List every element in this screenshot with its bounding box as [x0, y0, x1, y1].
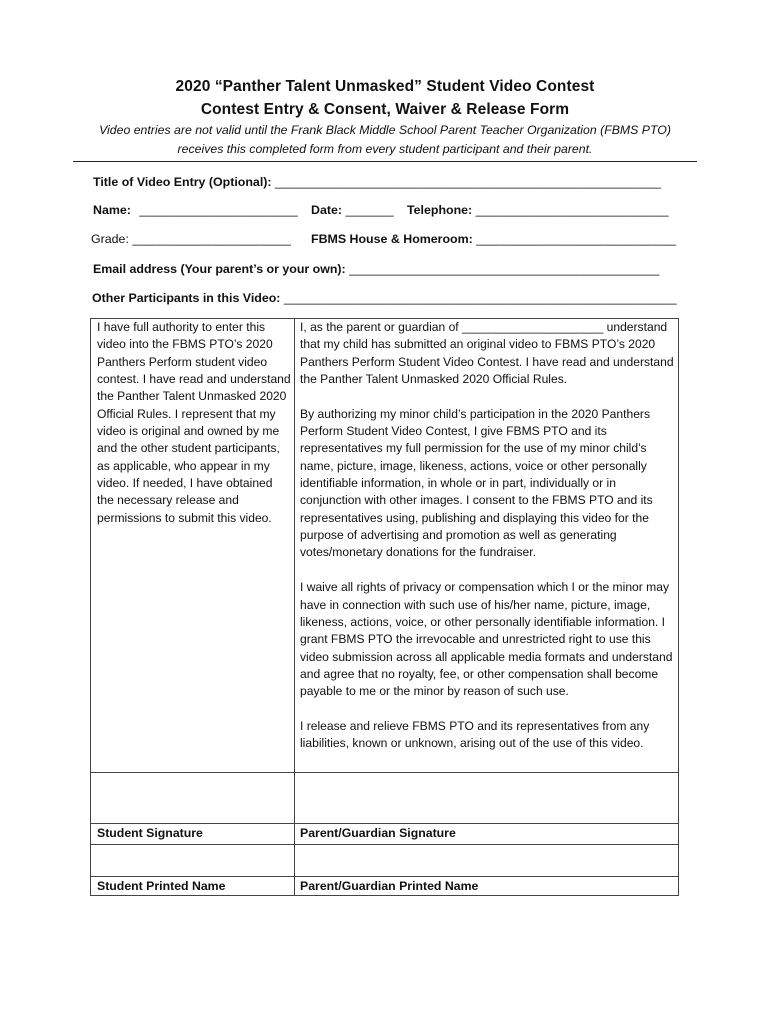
- consent-table-row-divider-2: [90, 823, 679, 824]
- parent-statement: [300, 319, 674, 770]
- student-statement: I have full authority to enter this video into the FBMS PTO’s 2020 Panthers Perform student video contest. I have read and understand the Panther Talent Unmasked 2020 Official Rules. I represent that my video is original and owned by me and the other student participants, as applicable, who appear in my video. If needed, I have obtained the necessary release and permissions to submit this video.: [97, 320, 291, 525]
- house-homeroom-field[interactable]: [311, 232, 676, 246]
- parent-printed-name-area[interactable]: [295, 845, 678, 876]
- house-homeroom-blank[interactable]: _____________________________: [476, 232, 677, 246]
- student-printed-name-label: Student Printed Name: [97, 879, 226, 893]
- grade-field[interactable]: [91, 232, 291, 246]
- video-title-blank[interactable]: ________________________________________________________: [274, 175, 661, 189]
- name-label: Name:: [93, 203, 131, 217]
- email-label: Email address (Your parent’s or your own):: [93, 262, 346, 276]
- participants-label: Other Participants in this Video:: [92, 291, 281, 305]
- participants-field[interactable]: [92, 291, 677, 305]
- consent-table-row-divider-4: [90, 876, 679, 877]
- parent-printed-name-label: Parent/Guardian Printed Name: [300, 879, 479, 893]
- parent-statement-paragraph-1: I, as the parent or guardian of _____________________ understand that my child has submitted an original video to FBMS PTO’s 2020 Panthers Perform Student Video Contest. I have read and understand the Panther Talent Unmasked 2020 Official Rules.: [300, 320, 674, 387]
- email-blank[interactable]: _____________________________________________: [349, 262, 660, 276]
- form-subtitle-line-1: Video entries are not valid until the Frank Black Middle School Parent Teacher Organization (FBMS PTO): [99, 123, 671, 137]
- name-blank[interactable]: _______________________: [139, 203, 298, 217]
- video-title-field[interactable]: [93, 175, 661, 189]
- parent-statement-paragraph-3: I waive all rights of privacy or compensation which I or the minor may have in connection with such use of his/her name, picture, image, likeness, actions, voice, or other personally identifiable information. I grant FBMS PTO the irrevocable and unrestricted right to use this video submission across all applicable media formats and understand and agree that no royalty, fee, or other compensation shall become payable to me or the minor by reason of such use.: [300, 580, 673, 699]
- name-field[interactable]: [93, 203, 298, 217]
- form-title-line-2: Contest Entry & Consent, Waiver & Release Form: [200, 101, 570, 118]
- grade-blank[interactable]: _______________________: [132, 232, 291, 246]
- video-title-label: Title of Video Entry (Optional):: [93, 175, 272, 189]
- telephone-label: Telephone:: [407, 203, 473, 217]
- email-field[interactable]: [93, 262, 659, 276]
- header-divider: [73, 161, 697, 162]
- parent-signature-area[interactable]: [295, 773, 678, 823]
- form-title-line-1: 2020 “Panther Talent Unmasked” Student Video Contest: [175, 78, 595, 95]
- grade-colon: :: [125, 232, 129, 246]
- parent-statement-paragraph-2: By authorizing my minor child’s participation in the 2020 Panthers Perform Student Video Contest, I give FBMS PTO and its representatives my full permission for the use of my minor child’s name, picture, image, likeness, actions, voice or other personally identifiable information, in whole or in part, individually or in conjunction with other images. I consent to the FBMS PTO and its representatives using, publishing and displaying this video for the purpose of advertising and promotion as well as generating votes/monetary donations for the fundraiser.: [300, 406, 653, 560]
- form-subtitle-line-2: receives this completed form from every student participant and their parent.: [177, 142, 593, 156]
- student-signature-label: Student Signature: [97, 826, 203, 840]
- student-signature-area[interactable]: [91, 773, 294, 823]
- date-label: Date:: [311, 203, 342, 217]
- house-homeroom-label: FBMS House & Homeroom:: [311, 232, 473, 246]
- telephone-field[interactable]: [407, 203, 669, 217]
- parent-signature-label: Parent/Guardian Signature: [300, 826, 456, 840]
- date-blank[interactable]: _______: [345, 203, 394, 217]
- student-printed-name-area[interactable]: [91, 845, 294, 876]
- date-field[interactable]: [311, 203, 394, 217]
- participants-blank[interactable]: _________________________________________________________: [283, 291, 677, 305]
- parent-statement-paragraph-4: I release and relieve FBMS PTO and its representatives from any liabilities, known or unknown, arising out of the use of this video.: [300, 718, 650, 751]
- telephone-blank[interactable]: ____________________________: [475, 203, 669, 217]
- grade-label: Grade: [91, 232, 126, 246]
